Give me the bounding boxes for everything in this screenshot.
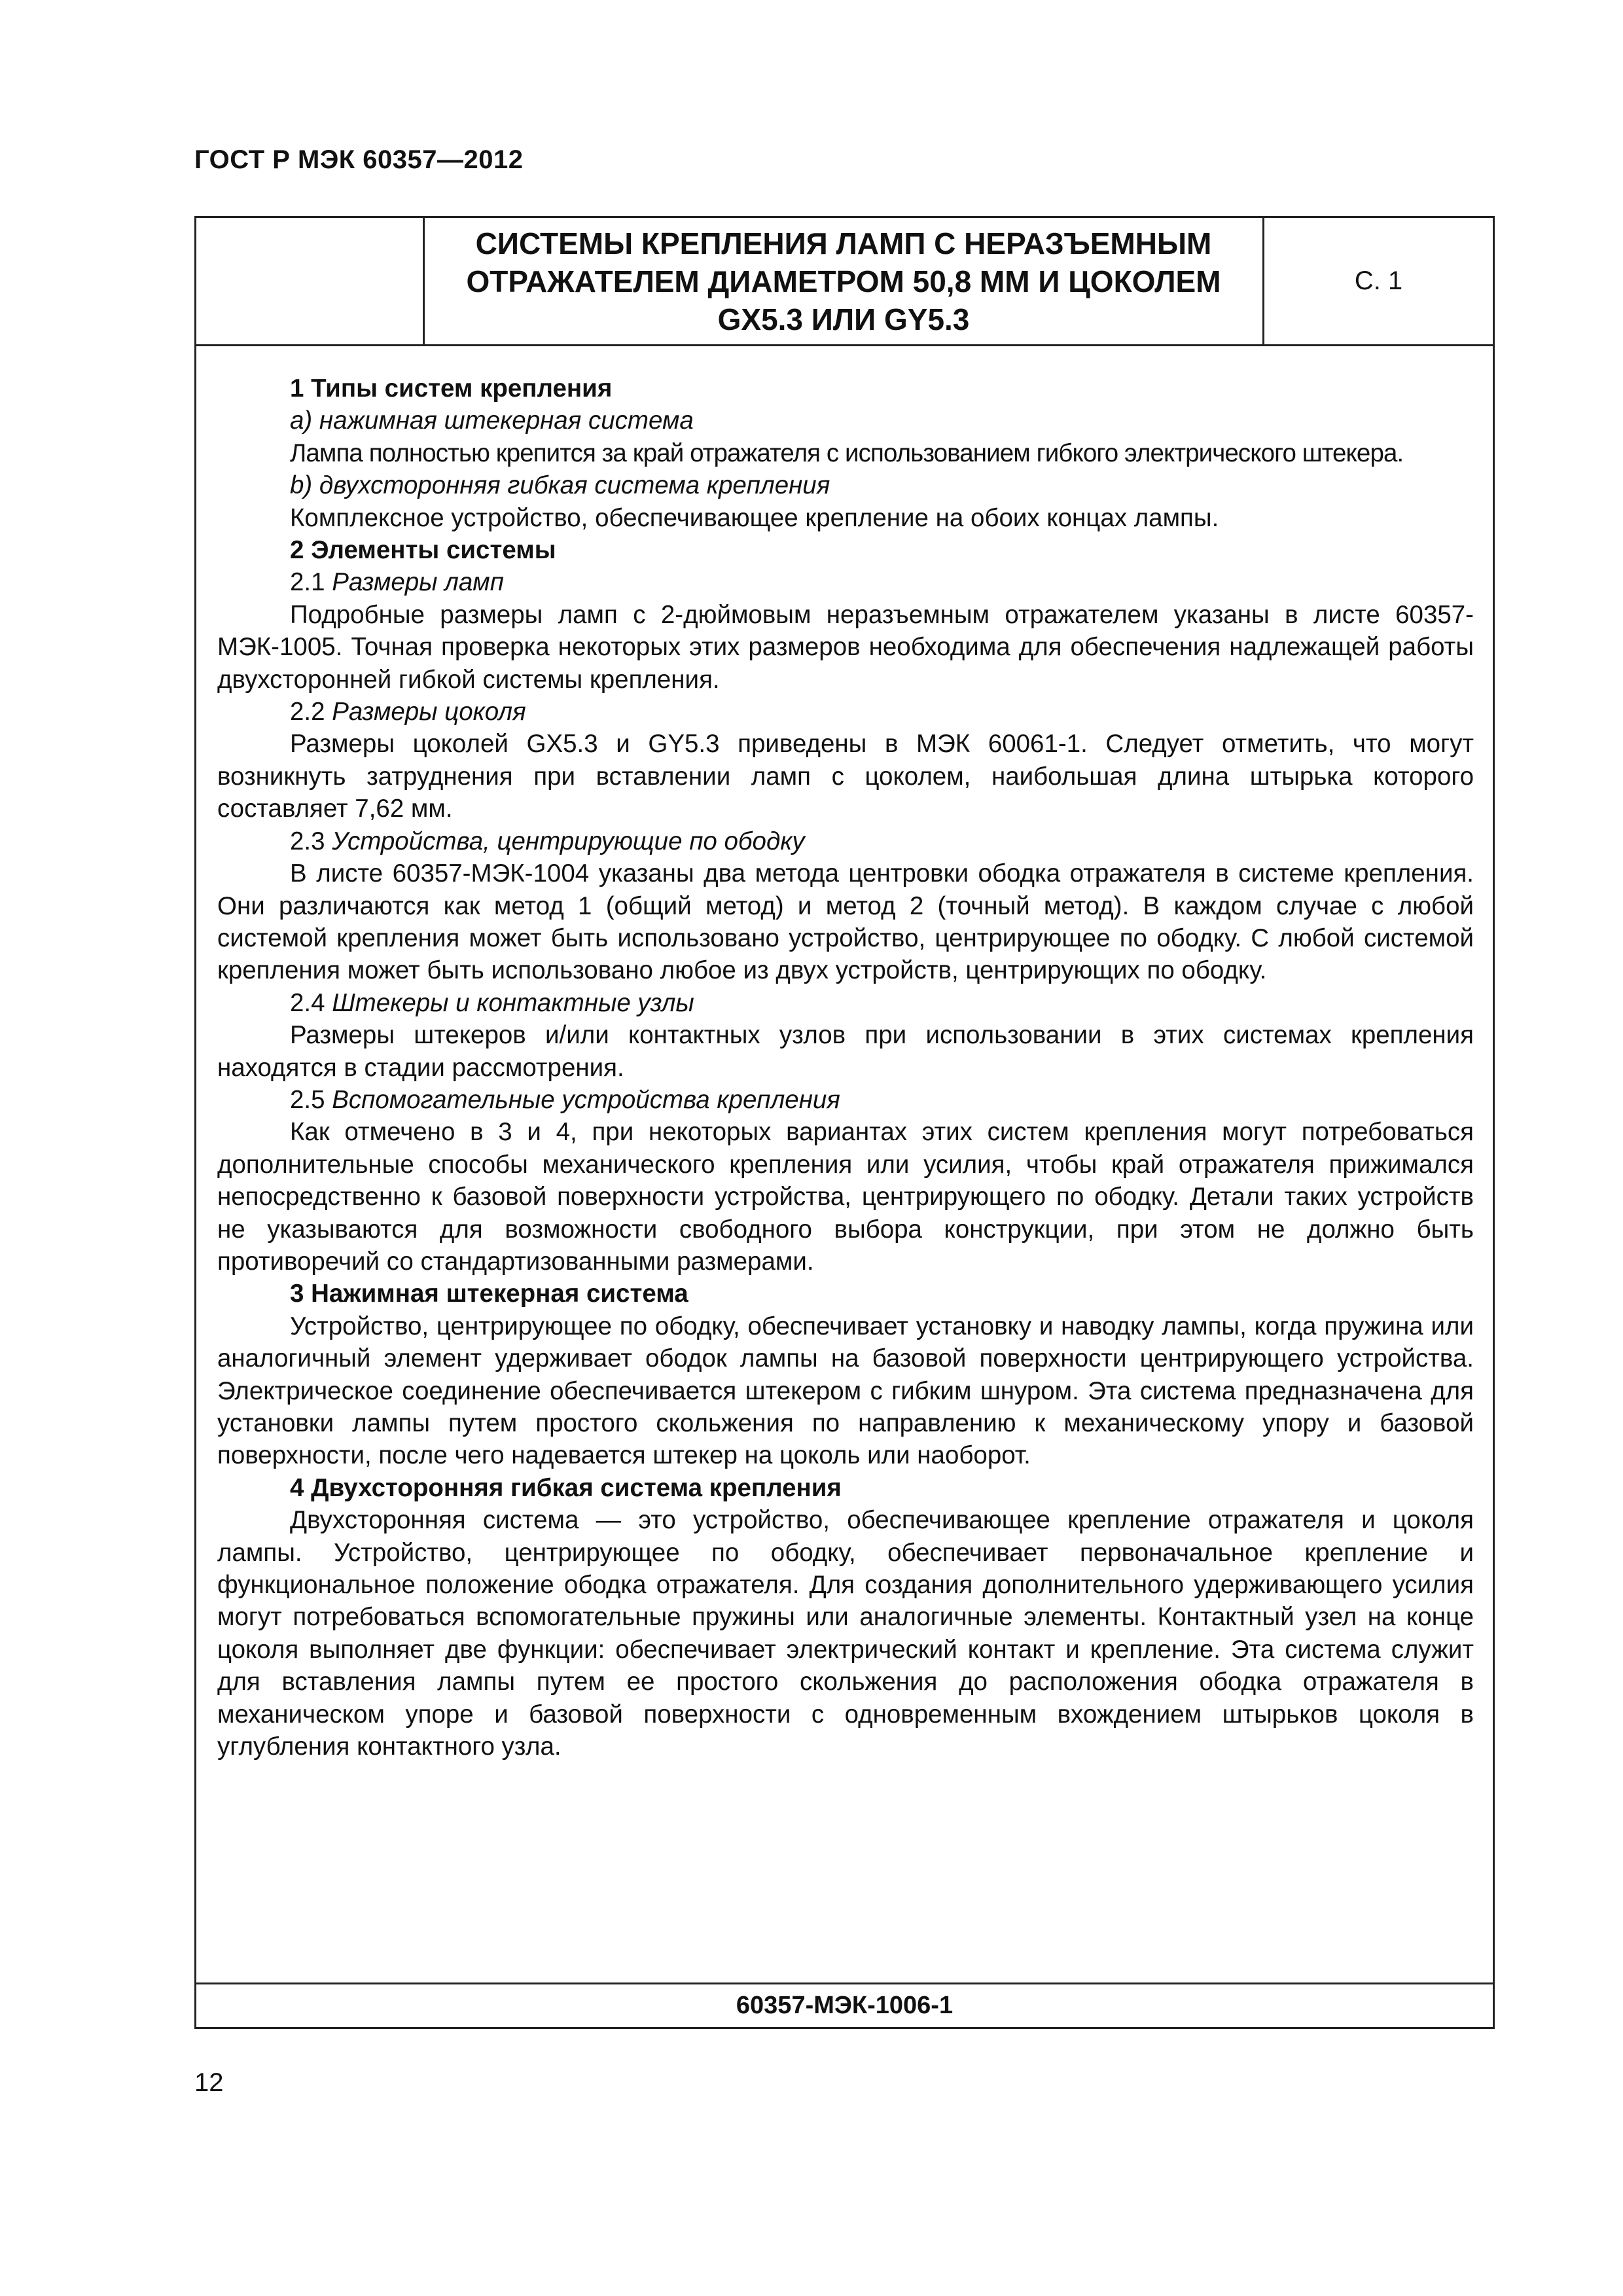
sheet-title <box>425 218 1262 344</box>
paragraph: Размеры цоколей GX5.3 и GY5.3 приведены в МЭК 60061-1. Следует отметить, что могут возникнуть затруднения при вставлении ламп с цоколем, наибольшая длина штырька которого составляет 7,62 мм. <box>217 730 1474 823</box>
title-block <box>196 218 1493 346</box>
sheet-title-line: GX5.3 ИЛИ GY5.3 <box>717 302 970 336</box>
paragraph: Двухсторонняя система — это устройство, обеспечивающее крепление отражателя и цоколя лампы. Устройство, центрирующее по ободку, обеспечивает первоначальное крепление и функциональное положение ободка отражателя. Для создания дополнительного удерживающего усилия могут потребоваться вспомогательные пружины или аналогичные элементы. Контактный узел на конце цоколя выполняет две функции: обеспечивает электрический контакт и крепление. Эта система служит для вставления лампы путем ее простого скольжения до расположения ободка отражателя в механическом упоре и базовой поверхности с одновременным вхождением штырьков цоколя в углубления контактного узла. <box>217 1506 1474 1761</box>
paragraph: Комплексное устройство, обеспечивающее крепление на обоих концах лампы. <box>290 503 1219 532</box>
sheet-code-footer: 60357-МЭК-1006-1 <box>196 1982 1493 2027</box>
subsection-title <box>217 1084 1474 1116</box>
section-heading: 1 Типы систем крепления <box>290 374 613 403</box>
paragraph: Лампа полностью крепится за край отражателя с использованием гибкого электрического штекера. <box>290 439 1404 467</box>
subsection-title: a) нажимная штекерная система <box>290 406 694 435</box>
subsection-number: 2.2 <box>290 698 325 726</box>
subsection-number: 2.4 <box>290 988 325 1017</box>
subsection-title-text: Вспомогательные устройства крепления <box>332 1085 840 1114</box>
subsection-title <box>217 825 1474 857</box>
subsection-title-text: Размеры ламп <box>332 568 504 597</box>
paragraph: В листе 60357-МЭК-1004 указаны два метода центровки ободка отражателя в системе крепления. Они различаются как метод 1 (общий метод) и метод 2 (точный метод). В каждом случае с любой системой крепления может быть использовано устройство, центрирующее по ободку. С любой системой крепления может быть использовано любое из двух устройств, центрирующих по ободку. <box>217 859 1474 985</box>
subsection-title-text: Размеры цоколя <box>332 698 526 726</box>
page-number: 12 <box>194 2068 224 2097</box>
sheet-frame <box>194 216 1495 2029</box>
subsection-title-text: Штекеры и контактные узлы <box>332 988 694 1017</box>
section-heading: 3 Нажимная штекерная система <box>290 1280 688 1308</box>
subsection-number: 2.3 <box>290 827 325 855</box>
sheet-body <box>217 372 1474 1763</box>
section-heading: 4 Двухсторонняя гибкая система крепления <box>290 1473 842 1502</box>
sheet-page-number: С. 1 <box>1262 218 1493 344</box>
paragraph: Подробные размеры ламп с 2-дюймовым неразъемным отражателем указаны в листе 60357-МЭК-1005. Точная проверка некоторых этих размеров необходима для обеспечения надлежащей работы двухсторонней гибкой системы крепления. <box>217 600 1474 694</box>
subsection-title <box>217 566 1474 598</box>
sheet-title-line: ОТРАЖАТЕЛЕМ ДИАМЕТРОМ 50,8 ММ И ЦОКОЛЕМ <box>466 264 1221 298</box>
section-heading: 2 Элементы системы <box>290 536 556 565</box>
sheet-title-line: СИСТЕМЫ КРЕПЛЕНИЯ ЛАМП С НЕРАЗЪЕМНЫМ <box>475 226 1212 260</box>
subsection-title-text: Устройства, центрирующие по ободку <box>332 827 805 855</box>
paragraph: Как отмечено в 3 и 4, при некоторых вариантах этих систем крепления могут потребоваться дополнительные способы механического крепления или усилия, чтобы край отражателя прижимался непосредственно к базовой поверхности устройства, центрирующего по ободку. Детали таких устройств не указываются для возможности свободного выбора конструкции, при этом не должно быть противоречий со стандартизованными размерами. <box>217 1118 1474 1276</box>
paragraph: Размеры штекеров и/или контактных узлов при использовании в этих системах крепления находятся в стадии рассмотрения. <box>217 1021 1474 1082</box>
document-code-header: ГОСТ Р МЭК 60357—2012 <box>194 145 524 174</box>
subsection-title <box>217 696 1474 728</box>
paragraph: Устройство, центрирующее по ободку, обеспечивает установку и наводку лампы, когда пружина или аналогичный элемент удерживает ободок лампы на базовой поверхности центрирующего устройства. Электрическое соединение обеспечивается штекером с гибким шнуром. Эта система предназначена для установки лампы путем простого скольжения по направлению к механическому упору и базовой поверхности, после чего надевается штекер на цоколь или наоборот. <box>217 1312 1474 1470</box>
subsection-number: 2.5 <box>290 1085 325 1114</box>
title-blank-cell <box>196 218 425 344</box>
subsection-number: 2.1 <box>290 568 325 597</box>
subsection-title: b) двухсторонняя гибкая система крепления <box>290 471 830 500</box>
subsection-title <box>217 987 1474 1019</box>
